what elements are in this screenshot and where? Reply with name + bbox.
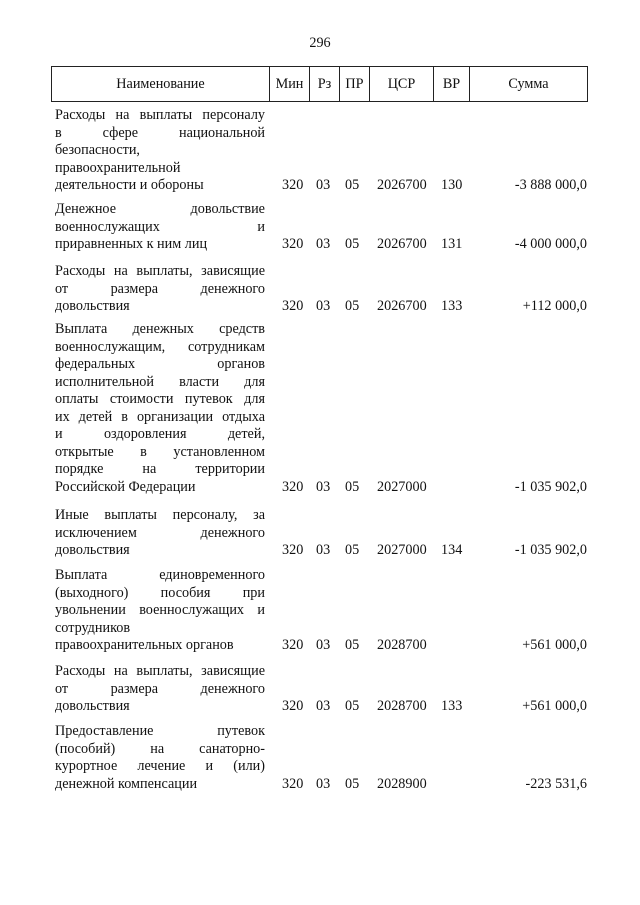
row-min: 320 [282, 637, 304, 653]
row-rz: 03 [316, 542, 331, 558]
row-rz: 03 [316, 177, 331, 193]
row-sum: +561 000,0 [522, 637, 587, 653]
header-sum: Сумма [469, 67, 587, 101]
row-rz: 03 [316, 236, 331, 252]
row-name-line: оплаты стоимости путевок для [55, 391, 265, 407]
header-name: Наименование [116, 75, 205, 92]
row-pr: 05 [345, 542, 360, 558]
row-name-line: безопасности, [55, 142, 140, 158]
row-name-line: и оздоровления детей, [55, 426, 265, 442]
row-name [55, 507, 265, 560]
row-name-line: от размера денежного [55, 680, 265, 697]
row-pr: 05 [345, 637, 360, 653]
row-name-line: (пособий) на санаторно- [55, 740, 265, 757]
row-csr: 2026700 [377, 177, 427, 193]
row-name-line: военнослужащих и [55, 218, 265, 235]
row-name-line: Предоставление путевок [55, 723, 265, 739]
row-csr: 2028700 [377, 698, 427, 714]
row-sum: +112 000,0 [522, 298, 587, 314]
header-min: Мин [269, 67, 309, 101]
row-vr: 133 [441, 298, 463, 314]
table-header [51, 66, 588, 102]
row-pr: 05 [345, 236, 360, 252]
row-name [55, 567, 265, 655]
row-min: 320 [282, 698, 304, 714]
row-pr: 05 [345, 298, 360, 314]
row-name-line: деятельности и обороны [55, 177, 204, 193]
row-name-line: правоохранительной [55, 159, 181, 176]
row-sum: +561 000,0 [522, 698, 587, 714]
row-csr: 2026700 [377, 298, 427, 314]
row-min: 320 [282, 177, 304, 193]
row-pr: 05 [345, 698, 360, 714]
row-name-line: Выплата единовременного [55, 567, 265, 583]
row-min: 320 [282, 478, 304, 495]
row-name-line: Расходы на выплаты, зависящие [55, 263, 265, 279]
row-csr: 2027000 [377, 478, 427, 495]
row-sum: -1 035 902,0 [514, 478, 587, 495]
row-name-line: Российской Федерации [55, 478, 196, 495]
row-vr: 134 [441, 542, 463, 558]
row-name-line: военнослужащим, сотрудникам [55, 338, 265, 355]
row-sum: -3 888 000,0 [514, 177, 587, 193]
header-csr: ЦСР [369, 67, 433, 101]
row-name-line: порядке на территории [55, 461, 265, 477]
row-name-line: довольствия [55, 298, 130, 314]
row-name-line: исключением денежного [55, 524, 265, 541]
row-min: 320 [282, 542, 304, 558]
row-vr: 133 [441, 698, 463, 714]
row-csr: 2027000 [377, 542, 427, 558]
row-name-line: правоохранительных органов [55, 637, 234, 653]
row-name-line: сотрудников [55, 619, 131, 636]
page-number: 296 [309, 35, 331, 51]
header-pr: ПР [339, 67, 369, 101]
row-sum: -4 000 000,0 [514, 236, 587, 252]
row-name-line: довольствия [55, 698, 130, 714]
row-name [55, 201, 265, 254]
row-name-line: Расходы на выплаты, зависящие [55, 663, 265, 679]
row-name-line: увольнении военнослужащих и [55, 602, 265, 618]
row-name [55, 107, 265, 195]
row-name-line: Выплата денежных средств [55, 321, 265, 337]
row-sum: -1 035 902,0 [514, 542, 587, 558]
row-name [55, 663, 265, 716]
row-name-line: приравненных к ним лиц [55, 236, 208, 252]
row-min: 320 [282, 775, 304, 792]
row-rz: 03 [316, 298, 331, 314]
row-rz: 03 [316, 637, 331, 653]
row-rz: 03 [316, 775, 331, 792]
row-csr: 2028900 [377, 775, 427, 792]
header-rz: Рз [309, 67, 339, 101]
row-vr [441, 479, 467, 497]
header-vr: ВР [433, 67, 469, 101]
row-name-line: исполнительной власти для [55, 373, 265, 390]
row-name [55, 723, 265, 793]
row-name-line: Расходы на выплаты персоналу [55, 107, 265, 123]
row-name-line: федеральных органов [55, 356, 265, 372]
row-pr: 05 [345, 478, 360, 495]
row-vr [441, 637, 467, 655]
row-pr: 05 [345, 177, 360, 193]
row-sum: -223 531,6 [525, 775, 587, 792]
row-name-line: Денежное довольствие [55, 201, 265, 217]
row-name-line: денежной компенсации [55, 775, 198, 792]
row-pr: 05 [345, 775, 360, 792]
row-name-line: курортное лечение и (или) [55, 758, 265, 774]
row-name-line: открытые в установленном [55, 443, 265, 460]
row-name-line: их детей в организации отдыха [55, 408, 265, 425]
row-name-line: Иные выплаты персоналу, за [55, 507, 265, 523]
row-vr [441, 776, 467, 794]
row-rz: 03 [316, 478, 331, 495]
row-csr: 2028700 [377, 637, 427, 653]
row-name-line: в сфере национальной [55, 124, 265, 141]
row-name [55, 321, 265, 496]
row-min: 320 [282, 298, 304, 314]
row-min: 320 [282, 236, 304, 252]
row-rz: 03 [316, 698, 331, 714]
row-vr: 131 [441, 236, 463, 252]
row-vr: 130 [441, 177, 463, 193]
row-name-line: (выходного) пособия при [55, 584, 265, 601]
row-name-line: довольствия [55, 542, 130, 558]
row-csr: 2026700 [377, 236, 427, 252]
row-name [55, 263, 265, 316]
row-name-line: от размера денежного [55, 280, 265, 297]
